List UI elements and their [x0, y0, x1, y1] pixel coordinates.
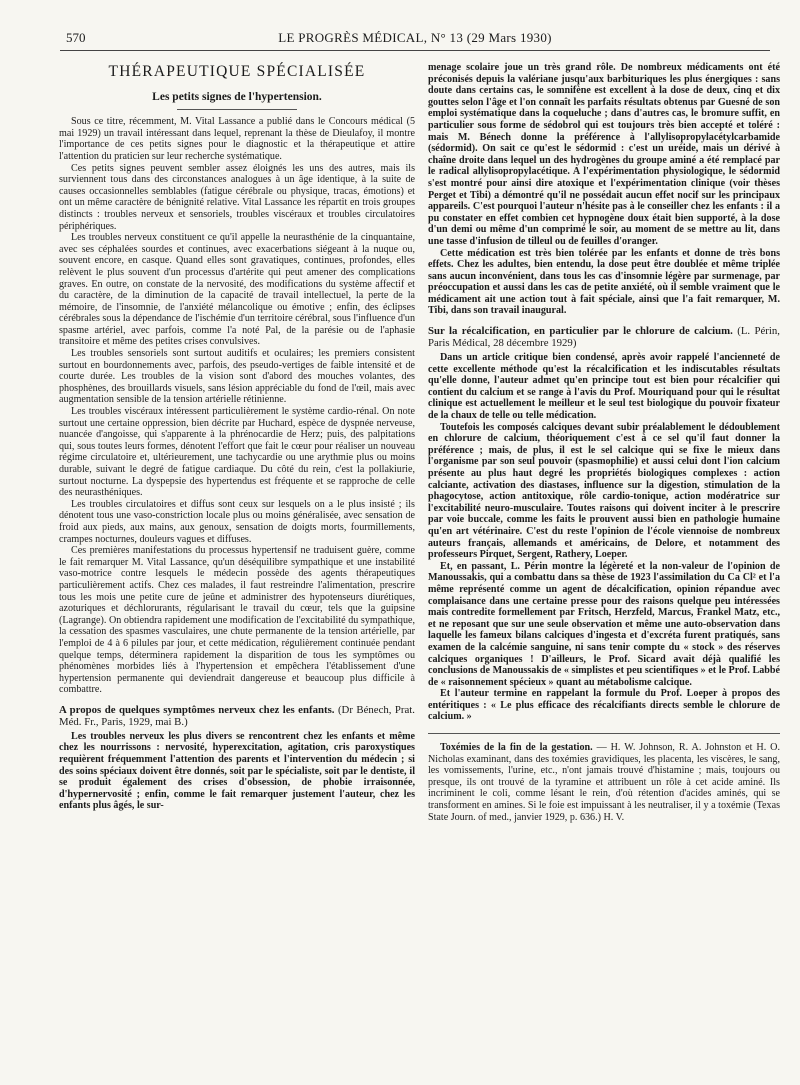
paragraph: Et, en passant, L. Périn montre la légèreté et la non-valeur de l'opinion de Manoussakis, qui a combattu dans sa thèse de 1923 l'assimilation du Ca Cl² et l'a même représenté comme un agent de décalcification, opinion répandue avec complaisance dans une certaine presse pour des raisons quelque peu intéressées mais contredite formellement par Fritsch, Herzfeld, Marcus, Frankel Matz, etc., et ne reposant que sur une seule observation et même une auto-observation dans laquelle les fameux bilans calciques d'ingesta et d'excréta furent pratiqués, sans examen de la calcémie sanguine, ni sans tenir compte du « stock » des réserves calciques organiques ! D'ailleurs, le Prof. Sicard avait déjà qualifié les conclusions de Manoussakis de « simplistes et peu scientifiques » et le Prof. Labbé de « raisonnement spécieux » quant au métabolisme calcique. [428, 560, 780, 688]
page-number: 570 [66, 30, 86, 45]
paragraph: Sous ce titre, récemment, M. Vital Lassance a publié dans le Concours médical (5 mai 1929) un travail intéressant dans lequel, reprenant la thèse de Dieulafoy, il montre l'importance de ces petits signes pour le diagnostic et la thérapeutique et attire l'attention du praticien sur leur recherche systématique. [59, 116, 415, 162]
paragraph: Les troubles nerveux les plus divers se rencontrent chez les enfants et même chez les nourrissons : nervosité, hyperexcitation, agitation, cris paroxystiques requièrent fréquemment l'attention des parents et l'intervention du médecin ; si des soins spéciaux doivent être donnés, soit par le spécialiste, soit par le dentiste, il se produit également des crises d'obsession, de phobie irraisonnée, d'hypernervosité ; enfin, comme le fait remarquer justement l'auteur, chez les enfants plus âgés, le sur- [59, 730, 415, 812]
paragraph: Dans un article critique bien condensé, après avoir rappelé l'ancienneté de cette excellente méthode qu'est la récalcification et les indiscutables résultats qu'elle donne, l'auteur admet qu'en principe tout est bien pour récalcifier qui contient du calcium et se range à l'avis du Prof. Mouriquand pour qui le résultat clinique est actuellement le meilleur et le seul test biologique du pouvoir fixateur de la chaux de telle ou telle médication. [428, 352, 780, 422]
toxemia-text: — H. W. Johnson, R. A. Johnston et H. O. Nicholas examinant, dans des toxémies gravidiques, les placenta, les viscères, le sang, les vomissements, l'urine, etc., n'ont jamais trouvé d'histamine ; mais, toujours ou presque, ils ont trouvé de la tyramine et attribuent un rôle à cet acide aminé. Ils incriminent le coli, comme lésant le rein, d'où rétention d'acides aminés, qui se transforment en amines. Si le foie est impuissant à les neutraliser, il y a toxémie (Texas State Journ. of med., janvier 1929, p. 636.) [428, 742, 780, 823]
signature: H. V. [603, 811, 625, 823]
paragraph: Les troubles sensoriels sont surtout auditifs et oculaires; les premiers consistent surtout en bourdonnements avec, parfois, des pseudo-vertiges de faible intensité et de courte durée. Les troubles de la vision sont d'abord des mouches volantes, des phosphènes, des brouillards visuels, sans lésion appréciable du fond de l'œil, mais avec augmentation sensible de la tension artérielle rétinienne. [59, 348, 415, 406]
toxemia-article [428, 742, 780, 823]
section-divider [428, 733, 780, 734]
article-title-hypertension: Les petits signes de l'hypertension. [152, 90, 322, 103]
toxemia-lead: Toxémies de la fin de la gestation. [440, 742, 593, 754]
paragraph: Et l'auteur termine en rappelant la formule du Prof. Loeper à propos des entéritiques : « Le plus efficace des récalcifiants directs semble le chlorure de calcium. » [428, 688, 780, 723]
left-column [59, 62, 415, 1072]
paragraph: Toutefois les composés calciques devant subir préalablement le dédoublement en chlorure de calcium, théoriquement c'est à ce sel qu'il faut donner la préférence ; mais, de plus, il est le sel calcique qui se fixe le mieux dans l'organisme par son seul pouvoir (spasmophilie) et aussi celui dont l'ion calcium présente au plus haut degré les propriétés biologiques complexes : action calciante, activation des diastases, influence sur la digestion, stimulation de la phagocytose, action antitoxique, rôle cardio-tonique, action modératrice sur l'excitabilité neuro-musculaire. Toutes raisons qui doivent inciter à le prescrire par voie buccale, comme les faits le prouvent aussi bien en pathologie humaine qu'en art vétérinaire. C'est du reste l'opinion de l'école viennoise de nombreux auteurs français, allemands et américains, de Delore, et notamment des professeurs Pirquet, Sergent, Rathery, Loeper. [428, 421, 780, 561]
paragraph-continuation: menage scolaire joue un très grand rôle. De nombreux médicaments ont été préconisés depuis la valériane jusqu'aux barbituriques les plus énergiques : sans doute dans certains cas, le somnifène est excellent à la dose de deux, cinq et dix gouttes selon l'âge et l'on connaît les parfaits résultats obtenus par Guesné de son emploi systématique dans la coqueluche ; dans d'autres cas, le bromure suffit, en particulier sous forme de sédobrol qui est toujours très bien accepté et toléré : mais M. Bénech donne la préférence à l'allylisopropylacétylcarbamide (sédormid). On sait ce qu'est le sédormid : c'est un uréide, mais un dérivé à chaîne droite dans lequel un des hydrogènes du groupe aminé a été remplacé par le radical allylisopropylacétique. A l'expérimentation physiologique, le sédormid s'est montré pour ainsi dire atoxique et l'expérimentation clinique (voir thèses Perget et Tibi) a démontré qu'il ne possédait aucun effet nocif sur les principaux appareils. C'est pourquoi l'auteur n'hésite pas à le conseiller chez les enfants : il a pu constater en effet combien cet hypnogène doux était bien supporté, à la dose d'un demi ou même d'un comprimé le soir, au moment de se mettre au lit, dans une tasse d'infusion de tilleul ou de feuilles d'oranger. [428, 62, 780, 247]
paragraph: Les troubles circulatoires et diffus sont ceux sur lesquels on a le plus insisté ; ils dénotent tous une vaso-constriction locale plus ou moins généralisée, avec sensation de froid aux pieds, aux mains, aux genoux, sensation de doigts morts, fourmillements, crampes nocturnes, douleurs vagues et diffuses. [59, 498, 415, 545]
paragraph: Ces premières manifestations du processus hypertensif ne traduisent guère, comme le fait remarquer M. Vital Lassance, qu'un déséquilibre sympathique et une instabilité vaso-motrice contre lesquels le médecin possède des agents thérapeutiques particulièrement actifs. Chez ces malades, il faut restreindre l'alimentation, prescrire tous les mois une petite cure de jeûne et administrer des hypotenseurs diurétiques, azoturiques et déchlorurants, régularisant le travail du cœur, tels que la guipsine (Lagrange). On obtiendra rapidement une modification de l'excitabilité du sympathique, la cessation des spasmes vasculaires, une chute permanente de la tension artérielle, par l'emploi de 4 à 6 pilules par jour, et cette médication, régulièrement continuée pendant quelque temps, déterminera rapidement la disparition de tous les symptômes ou phénomènes morbides liés à l'hypertension et empêchera l'établissement d'une hypertension permanente qui deviendrait dangereuse et beaucoup plus difficile à combattre. [59, 545, 415, 696]
paragraph: Les troubles viscéraux intéressent particulièrement le système cardio-rénal. On note surtout une certaine oppression, bien décrite par Huchard, espèce de dyspnée nerveuse, nuancée d'angoisse, qui s'apparente à la phrénocardie de Herz; puis, des palpitations qui, sous toutes leurs formes, dénotent l'effort que fait le cœur pour réaliser un nouveau régime circulatoire et, ultérieurement, une tachycardie ou une arythmie plus ou moins durable, suivant le degré de fatigue cardiaque. Du côté du rein, c'est la pollakiurie, surtout nocturne. La dyspepsie des hypertendus est fréquente et se rapproche de celle des neurasthéniques. [59, 406, 415, 499]
article-heading-nervous-symptoms [59, 704, 415, 728]
paragraph: Les troubles nerveux constituent ce qu'il appelle la neurasthénie de la cinquantaine, avec ses céphalées sourdes et continues, avec exacerbations siégeant à la nuque ou, souvent encore, en casque. Quand elles sont gravatiques, continues, profondes, elles relèvent le plus souvent d'un processus d'artérite qui peut amener des complications graves. En outre, on constate de la nervosité, des modifications du système affectif et du caractère, de la diminution de la capacité de travail intellectuel, la perte de la mémoire, de l'insomnie, de l'anxiété mélancolique ou émotive ; enfin, des éclipses cérébrales sous la dépendance de l'ischémie d'un territoire cérébral, sous l'influence d'un spasme artériel, avec parfois, comme l'a noté Pal, de la parésie ou de l'aphasie transitoire et même des petites crises convulsives. [59, 232, 415, 348]
heading-title: Sur la récalcification, en particulier par le chlorure de calcium. [428, 325, 733, 338]
section-title: THÉRAPEUTIQUE SPÉCIALISÉE [108, 63, 366, 80]
article-heading-recalcification [428, 325, 780, 349]
paragraph: Ces petits signes peuvent sembler assez éloignés les uns des autres, mais ils surviennent tous dans des circonstances analogues à un âge identique, à la suite de causes occasionnelles semblables (fatigue cérébrale ou physique, tracas, émotions) et ont un même caractère de bénignité relative. Vital Lassance les répartit en trois groupes distincts : troubles nerveux et sensoriels, troubles viscéraux et troubles circulatoires périphériques. [59, 162, 415, 232]
heading-reference: (L. Périn, Paris Médical, 28 décembre 1929) [428, 325, 780, 350]
page-header [60, 26, 770, 51]
right-column [428, 62, 780, 1072]
heading-title: A propos de quelques symptômes nerveux chez les enfants. [59, 703, 335, 716]
heading-reference: (Dr Bénech, Prat. Méd. Fr., Paris, 1929, mai B.) [59, 703, 415, 728]
running-title: LE PROGRÈS MÉDICAL, N° 13 (29 Mars 1930) [278, 30, 552, 45]
paragraph: Cette médication est très bien tolérée par les enfants et donne de très bons effets. Chez les adultes, bien entendu, la dose peut être doublée et même triplée sans aucun inconvénient, dans tous les cas d'insomnie légère par surmenage, par préoccupation et aussi dans les cas de petite anxiété, où il semble vraiment que le médicament ait une action tout à fait spéciale, ainsi que l'a fait remarquer, M. Tibi, dans son travail inaugural. [428, 247, 780, 317]
title-rule [177, 109, 297, 110]
